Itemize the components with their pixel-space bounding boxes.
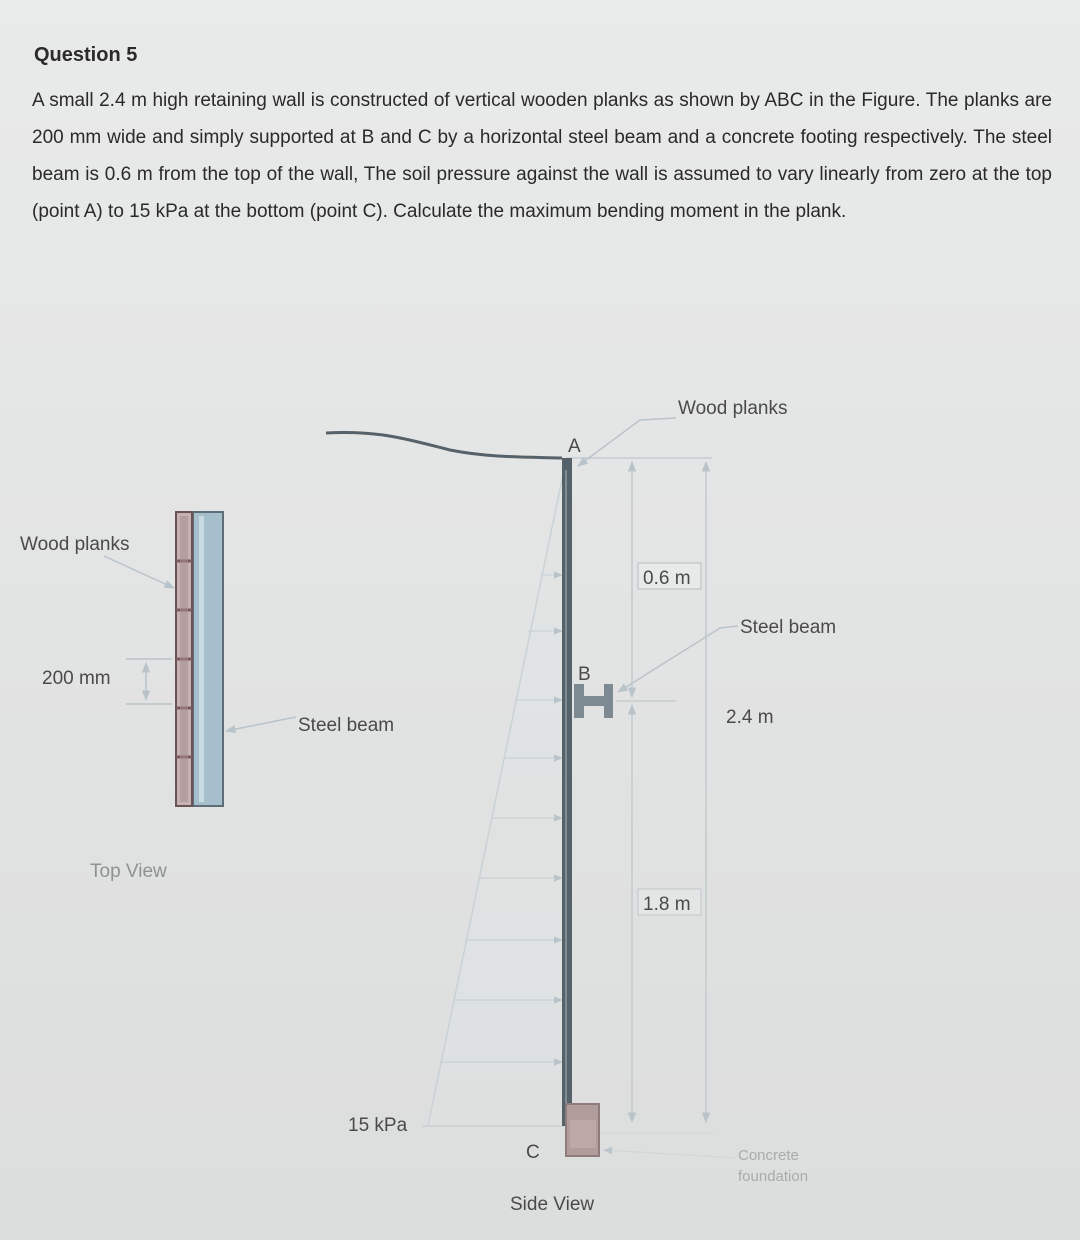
- question-body: A small 2.4 m high retaining wall is constructed of vertical wooden planks as shown by ABC in the Figure. The planks are 200 mm wide and simply supported at B and C by a horizontal steel beam and a concrete footing respectively. The steel beam is 0.6 m from the top of the wall, The soil pressure against the wall is assumed to vary linearly from zero at the top (point A) to 15 kPa at the bottom (point C). Calculate the maximum bending moment in the plank.: [32, 90, 1052, 222]
- top-view-caption: Top View: [90, 861, 167, 882]
- top-view-wood-planks-leader: [104, 556, 174, 588]
- concrete-label-line2: foundation: [738, 1168, 809, 1185]
- dim-bottom-label: 1.8 m: [643, 894, 691, 915]
- side-view: [326, 398, 836, 1215]
- concrete-leader: [604, 1150, 736, 1158]
- side-view-steel-beam-label: Steel beam: [740, 617, 837, 638]
- top-view-wood-planks-label: Wood planks: [20, 534, 130, 555]
- top-view-beam-highlight: [199, 516, 204, 802]
- side-view-caption: Side View: [510, 1194, 595, 1215]
- top-view-steel-beam-label: Steel beam: [298, 715, 395, 736]
- top-view-steel-beam-leader: [226, 717, 296, 731]
- pressure-diagram: [428, 460, 566, 1126]
- top-view-steel-beam: [193, 512, 223, 806]
- concrete-label-line1: Concrete: [738, 1147, 799, 1164]
- soil-surface-line: [326, 432, 562, 458]
- dim-top-label: 0.6 m: [643, 568, 691, 589]
- side-view-steel-beam: [574, 684, 613, 718]
- top-view-width-label: 200 mm: [42, 668, 111, 689]
- point-b-label: B: [578, 664, 591, 685]
- top-view: [20, 512, 394, 882]
- side-view-wood-planks-leader: [578, 418, 676, 466]
- point-a-label: A: [568, 436, 581, 457]
- pressure-label: 15 kPa: [348, 1115, 408, 1136]
- dim-total-label: 2.4 m: [726, 707, 774, 728]
- point-c-label: C: [526, 1142, 540, 1163]
- side-view-wood-planks-label: Wood planks: [678, 398, 788, 419]
- side-view-steel-beam-leader: [618, 626, 738, 692]
- question-title: Question 5: [34, 44, 138, 66]
